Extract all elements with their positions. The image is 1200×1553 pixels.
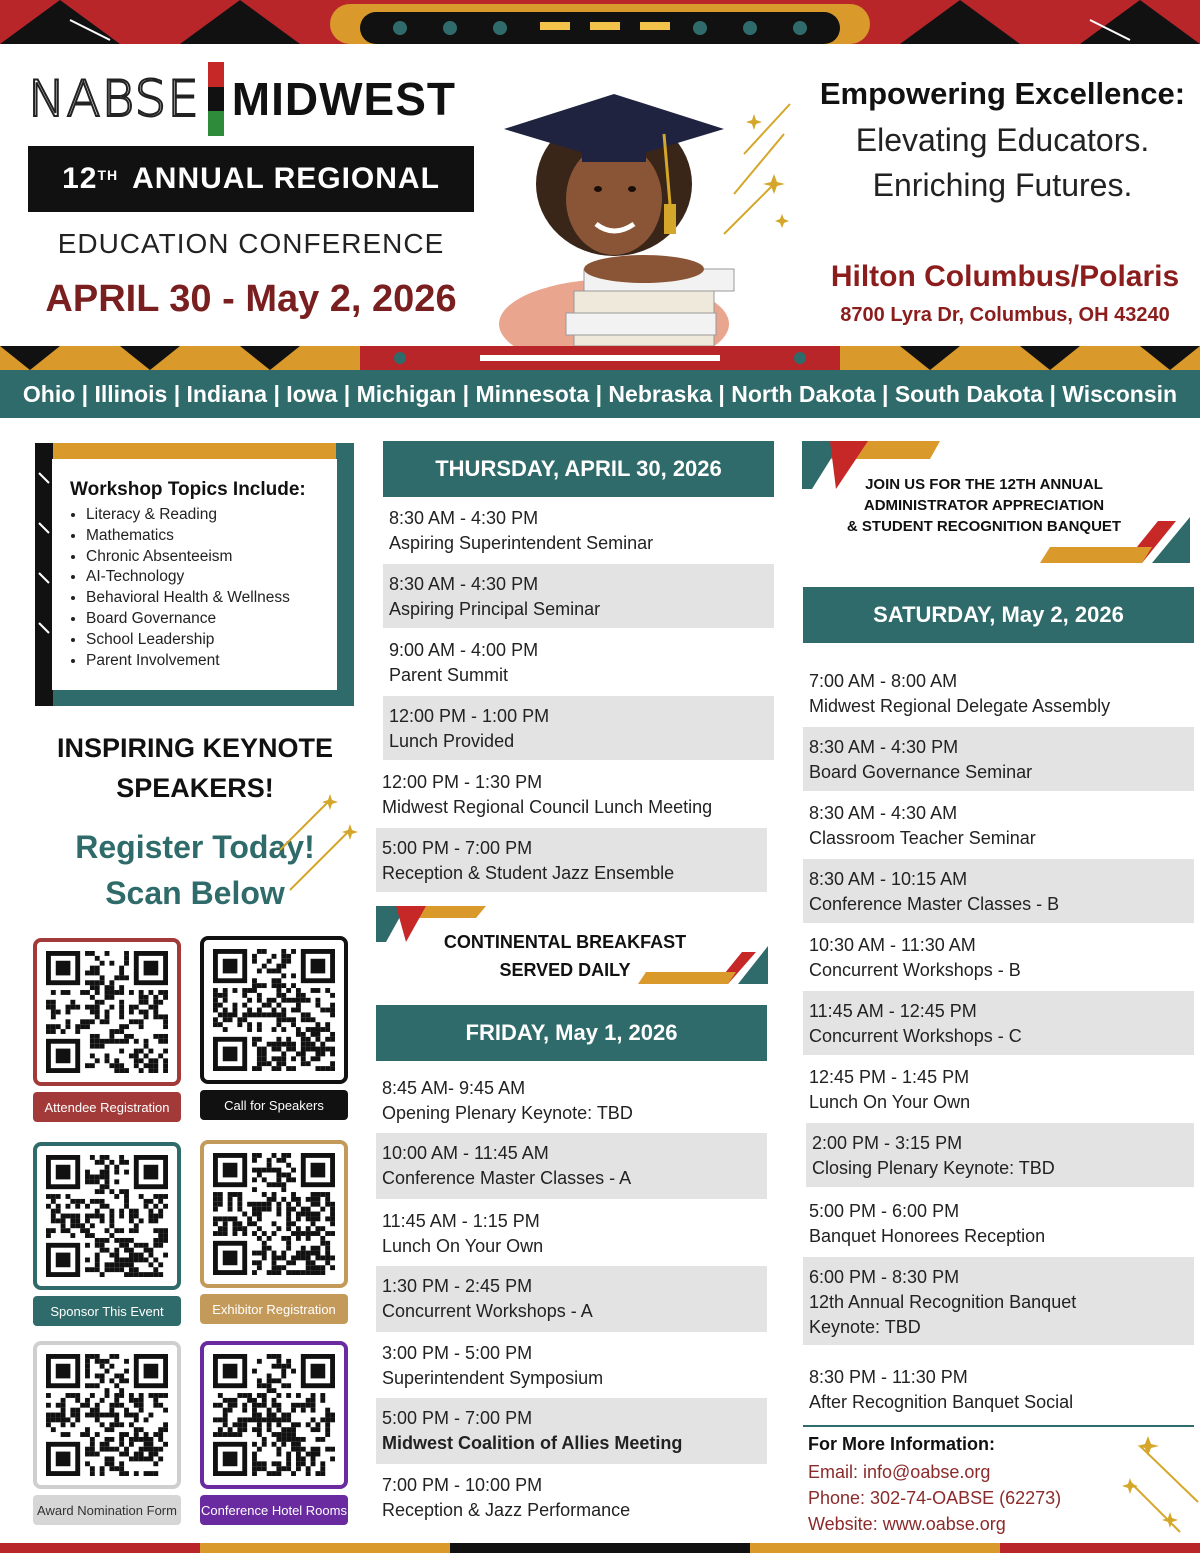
schedule-slot [803,1357,1194,1421]
tagline-line-2: Elevating Educators. [855,122,1150,158]
slot-desc: Superintendent Symposium [382,1368,604,1388]
schedule-slot [376,1398,767,1464]
slot-time: 6:00 PM - 8:30 PM [809,1267,960,1287]
thursday-header: THURSDAY, APRIL 30, 2026 [383,441,774,497]
info-title: For More Information: [808,1434,995,1454]
slot-time: 11:45 AM - 12:45 PM [809,1001,977,1021]
slot-time: 5:00 PM - 7:00 PM [382,838,533,858]
workshop-item: • Mathematics [86,526,337,547]
tagline-line-3: Enriching Futures. [872,167,1133,203]
venue-name: Hilton Columbus/Polaris [830,260,1180,293]
slot-desc: Aspiring Superintendent Seminar [389,533,654,553]
sparkle-icon [1110,1432,1200,1536]
schedule-slot [376,1133,767,1199]
schedule-slot [803,991,1194,1055]
info-email[interactable]: Email: info@oabse.org [808,1462,991,1482]
schedule-slot [376,1465,767,1527]
workshop-topics-box [52,459,337,690]
logo-midwest-text: MIDWEST [231,73,456,125]
slot-time: 7:00 PM - 10:00 PM [382,1475,543,1495]
slot-desc: Reception & Student Jazz Ensemble [382,863,675,883]
workshop-item: • Behavioral Health & Wellness [86,588,337,609]
schedule-slot [383,498,774,562]
schedule-slot [376,828,767,892]
qr-label[interactable]: Call for Speakers [200,1090,348,1120]
info-phone[interactable]: Phone: 302-74-OABSE (62273) [808,1488,1062,1508]
schedule-slot [383,630,774,694]
qr-attendee-registration[interactable] [33,938,181,1122]
banquet-banner [826,474,1142,537]
keynote-line-1: INSPIRING KEYNOTE [56,733,334,763]
banquet-line-1: JOIN US FOR THE 12TH ANNUAL [865,476,1103,493]
schedule-slot [383,564,774,628]
slot-time: 5:00 PM - 6:00 PM [809,1201,960,1221]
bottom-pattern-band [0,1543,1200,1553]
schedule-slot [803,793,1194,857]
schedule-slot [383,696,774,760]
slot-desc: Banquet Honorees Reception [809,1226,1046,1246]
slot-time: 10:30 AM - 11:30 AM [809,935,976,955]
nabse-midwest-logo [28,64,456,134]
qr-code-icon [213,1354,335,1476]
workshop-item: • AI-Technology [86,567,337,588]
slot-desc: Classroom Teacher Seminar [809,828,1036,848]
slot-time: 10:00 AM - 11:45 AM [382,1143,549,1163]
logo-nabse-text: NABSE [28,70,200,128]
slot-desc: Aspiring Principal Seminar [389,599,601,619]
slot-desc: Board Governance Seminar [809,762,1033,782]
register-line-1: Register Today! [75,829,315,865]
schedule-slot [376,1333,767,1397]
info-website[interactable]: Website: www.oabse.org [808,1514,1006,1534]
slot-desc: Midwest Regional Council Lunch Meeting [382,797,713,817]
qr-code-icon [46,951,168,1073]
slot-time: 12:00 PM - 1:30 PM [382,772,543,792]
header [0,44,1200,346]
slot-desc: Conference Master Classes - B [809,894,1060,914]
workshop-item: • Parent Involvement [86,651,337,672]
annual-text: ANNUAL REGIONAL [132,162,440,195]
slot-desc: Lunch On Your Own [382,1236,544,1256]
qr-call-for-speakers[interactable] [200,936,348,1120]
schedule-slot [376,762,767,826]
schedule-slot [803,661,1194,725]
schedule-slot [803,859,1194,923]
qr-sponsor-event[interactable] [33,1142,181,1326]
schedule-slot [806,1123,1194,1187]
banquet-line-2: ADMINISTRATOR APPRECIATION [863,497,1105,514]
workshop-item: • Board Governance [86,609,337,630]
logo-color-bar [208,62,224,136]
slot-desc: After Recognition Banquet Social [809,1392,1074,1412]
slot-time: 8:30 AM - 10:15 AM [809,869,968,889]
workshop-item: • Literacy & Reading [86,505,337,526]
slot-desc: Parent Summit [389,665,509,685]
slot-desc: Lunch Provided [389,731,515,751]
slot-desc: Midwest Coalition of Allies Meeting [382,1433,683,1453]
qr-code-frame[interactable] [200,1341,348,1489]
workshop-item: • School Leadership [86,630,337,651]
student-graduate-illustration [494,74,794,346]
qr-code-icon [213,949,335,1071]
slot-time: 8:45 AM- 9:45 AM [382,1078,526,1098]
qr-code-icon [213,1153,335,1275]
top-pattern-band [0,0,1200,44]
slot-desc: Concurrent Workshops - C [809,1026,1022,1046]
breakfast-line-1: CONTINENTAL BREAKFAST [443,932,687,952]
schedule-slot [803,1191,1194,1255]
schedule-slot [376,1201,767,1265]
slot-time: 9:00 AM - 4:00 PM [389,640,539,660]
annual-number: 12 [62,162,98,195]
annual-superscript: TH [97,167,119,183]
slot-time: 11:45 AM - 1:15 PM [382,1211,540,1231]
venue [810,260,1200,327]
slot-time: 1:30 PM - 2:45 PM [382,1276,533,1296]
info-divider [803,1425,1194,1427]
register-line-2: Scan Below [105,875,285,911]
schedule-slot [803,1257,1194,1345]
slot-desc: Opening Plenary Keynote: TBD [382,1103,633,1123]
slot-desc: Conference Master Classes - A [382,1168,632,1188]
slot-desc: Midwest Regional Delegate Assembly [809,696,1111,716]
qr-label[interactable]: Award Nomination Form [33,1495,181,1525]
slot-time: 5:00 PM - 7:00 PM [382,1408,533,1428]
slot-time: 12:00 PM - 1:00 PM [389,706,550,726]
annual-regional-banner [28,146,474,212]
slot-desc: Closing Plenary Keynote: TBD [812,1158,1055,1178]
workshop-title: Workshop Topics Include: [70,479,306,500]
qr-label[interactable]: Conference Hotel Rooms [200,1495,348,1525]
schedule-slot [803,1057,1194,1121]
workshop-item: • Chronic Absenteeism [86,547,337,568]
venue-address: 8700 Lyra Dr, Columbus, OH 43240 [840,304,1170,326]
middle-pattern-band [0,346,1200,370]
slot-desc: Concurrent Workshops - A [382,1301,593,1321]
breakfast-line-2: SERVED DAILY [499,960,631,980]
slot-time: 8:30 AM - 4:30 PM [809,737,959,757]
qr-hotel-rooms[interactable] [200,1341,348,1525]
schedule-slot [803,925,1194,989]
slot-desc-2: Keynote: TBD [809,1317,921,1337]
slot-time: 12:45 PM - 1:45 PM [809,1067,970,1087]
breakfast-banner [400,928,730,984]
slot-desc: 12th Annual Recognition Banquet [809,1292,1077,1312]
keynote-line-2: SPEAKERS! [116,773,274,803]
schedule-slot [376,1068,767,1132]
qr-code-frame[interactable] [33,938,181,1086]
slot-time: 3:00 PM - 5:00 PM [382,1343,533,1363]
qr-exhibitor-registration[interactable] [200,1140,348,1324]
conference-dates: APRIL 30 - May 2, 2026 [45,278,457,320]
qr-code-frame[interactable] [33,1142,181,1290]
qr-code-frame[interactable] [33,1341,181,1489]
slot-time: 8:30 AM - 4:30 PM [389,574,539,594]
qr-label[interactable]: Attendee Registration [33,1092,181,1122]
banquet-line-3: & STUDENT RECOGNITION BANQUET [846,518,1122,535]
slot-time: 8:30 AM - 4:30 AM [809,803,958,823]
sparkle-icon [270,790,360,900]
qr-label[interactable]: Sponsor This Event [33,1296,181,1326]
saturday-header: SATURDAY, May 2, 2026 [803,587,1194,643]
slot-desc: Reception & Jazz Performance [382,1500,631,1520]
slot-desc: Concurrent Workshops - B [809,960,1021,980]
friday-header: FRIDAY, May 1, 2026 [376,1005,767,1061]
tagline [805,76,1200,204]
qr-code-frame[interactable] [200,1140,348,1288]
slot-time: 2:00 PM - 3:15 PM [812,1133,963,1153]
schedule-slot [376,1266,767,1332]
slot-desc: Lunch On Your Own [809,1092,971,1112]
tagline-line-1: Empowering Excellence: [819,76,1186,111]
region-states-bar: Ohio | Illinois | Indiana | Iowa | Michigan | Minnesota | Nebraska | North Dakota | South Dakota | Wisconsin [0,370,1200,418]
slot-time: 8:30 AM - 4:30 PM [389,508,539,528]
qr-label[interactable]: Exhibitor Registration [200,1294,348,1324]
qr-code-frame[interactable] [200,936,348,1084]
conference-subtitle: EDUCATION CONFERENCE [57,228,445,259]
workshop-list [70,505,337,671]
qr-code-icon [46,1354,168,1476]
slot-time: 8:30 PM - 11:30 PM [809,1367,968,1387]
qr-award-nomination[interactable] [33,1341,181,1525]
schedule-slot [803,727,1194,791]
qr-code-icon [46,1155,168,1277]
slot-time: 7:00 AM - 8:00 AM [809,671,958,691]
